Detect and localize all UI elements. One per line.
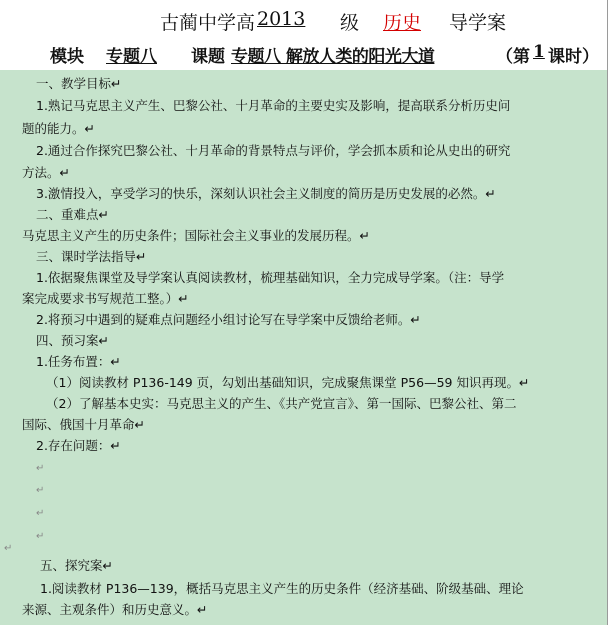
document-subtitle: [0, 38, 607, 68]
body-line: 2.通过合作探究巴黎公社、十月革命的背景特点与评价，学会抓本质和论从史出的研究: [36, 143, 511, 158]
body-line: （1）阅读教材 P136-149 页，勾划出基础知识，完成聚焦课堂 P56—59 知识再现。↵: [46, 375, 530, 390]
title-grade: 2013: [257, 8, 306, 30]
body-line: （2）了解基本史实：马克思主义的产生、《共产党宣言》、第一国际、巴黎公社、第二: [46, 396, 517, 411]
module-label: 模块: [50, 47, 84, 67]
body-line: 来源、主观条件）和历史意义。↵: [22, 602, 208, 617]
body-line: 马克思主义产生的历史条件；国际社会主义事业的发展历程。↵: [22, 228, 370, 243]
body-line: 1.任务布置：↵: [36, 354, 121, 369]
body-line: 2.存在问题：↵: [36, 438, 121, 453]
body-line: 3.激情投入，享受学习的快乐，深刻认识社会主义制度的简历是历史发展的必然。↵: [36, 186, 496, 201]
body-line: 1.依据聚焦课堂及导学案认真阅读教材，梳理基础知识，全力完成导学案。（注：导学: [36, 270, 505, 285]
empty-line: ↵: [36, 508, 45, 519]
body-line: 1.熟记马克思主义产生、巴黎公社、十月革命的主要史实及影响，提高联系分析历史问: [36, 98, 511, 113]
page-edge: [607, 0, 608, 625]
empty-line: ↵: [36, 531, 45, 542]
title-suffix: 导学案: [449, 12, 507, 34]
body-line: 三、课时学法指导↵: [36, 249, 147, 264]
lesson-close: 课时）: [548, 47, 599, 67]
body-line: 方法。↵: [22, 165, 70, 180]
body-line: 2.将预习中遇到的疑难点问题经小组讨论写在导学案中反馈给老师。↵: [36, 312, 421, 327]
title-mid: 级: [340, 12, 360, 34]
body-line: 案完成要求书写规范工整。）↵: [22, 291, 189, 306]
lesson-number: 1: [533, 42, 545, 62]
body-line: 四、预习案↵: [36, 333, 109, 348]
body-line: 1.阅读教材 P136—139，概括马克思主义产生的历史条件（经济基础、阶级基础、理论: [40, 581, 524, 596]
module-value: 专题八: [106, 47, 157, 67]
body-line: 题的能力。↵: [22, 121, 95, 136]
body-line: 国际、俄国十月革命↵: [22, 417, 145, 432]
body-line: 二、重难点↵: [36, 207, 109, 222]
topic-label: 课题: [191, 47, 225, 67]
title-prefix: 古蔺中学高: [160, 12, 256, 34]
empty-line: ↵: [4, 543, 13, 554]
topic-value: 专题八 解放人类的阳光大道: [231, 47, 435, 67]
body-line: 一、教学目标↵: [36, 76, 122, 91]
lesson-open: （第: [496, 47, 530, 67]
empty-line: ↵: [36, 463, 45, 474]
document-title: [0, 6, 607, 36]
title-subject: 历史: [383, 12, 422, 34]
body-line: 五、探究案↵: [40, 558, 113, 573]
empty-line: ↵: [36, 485, 45, 496]
